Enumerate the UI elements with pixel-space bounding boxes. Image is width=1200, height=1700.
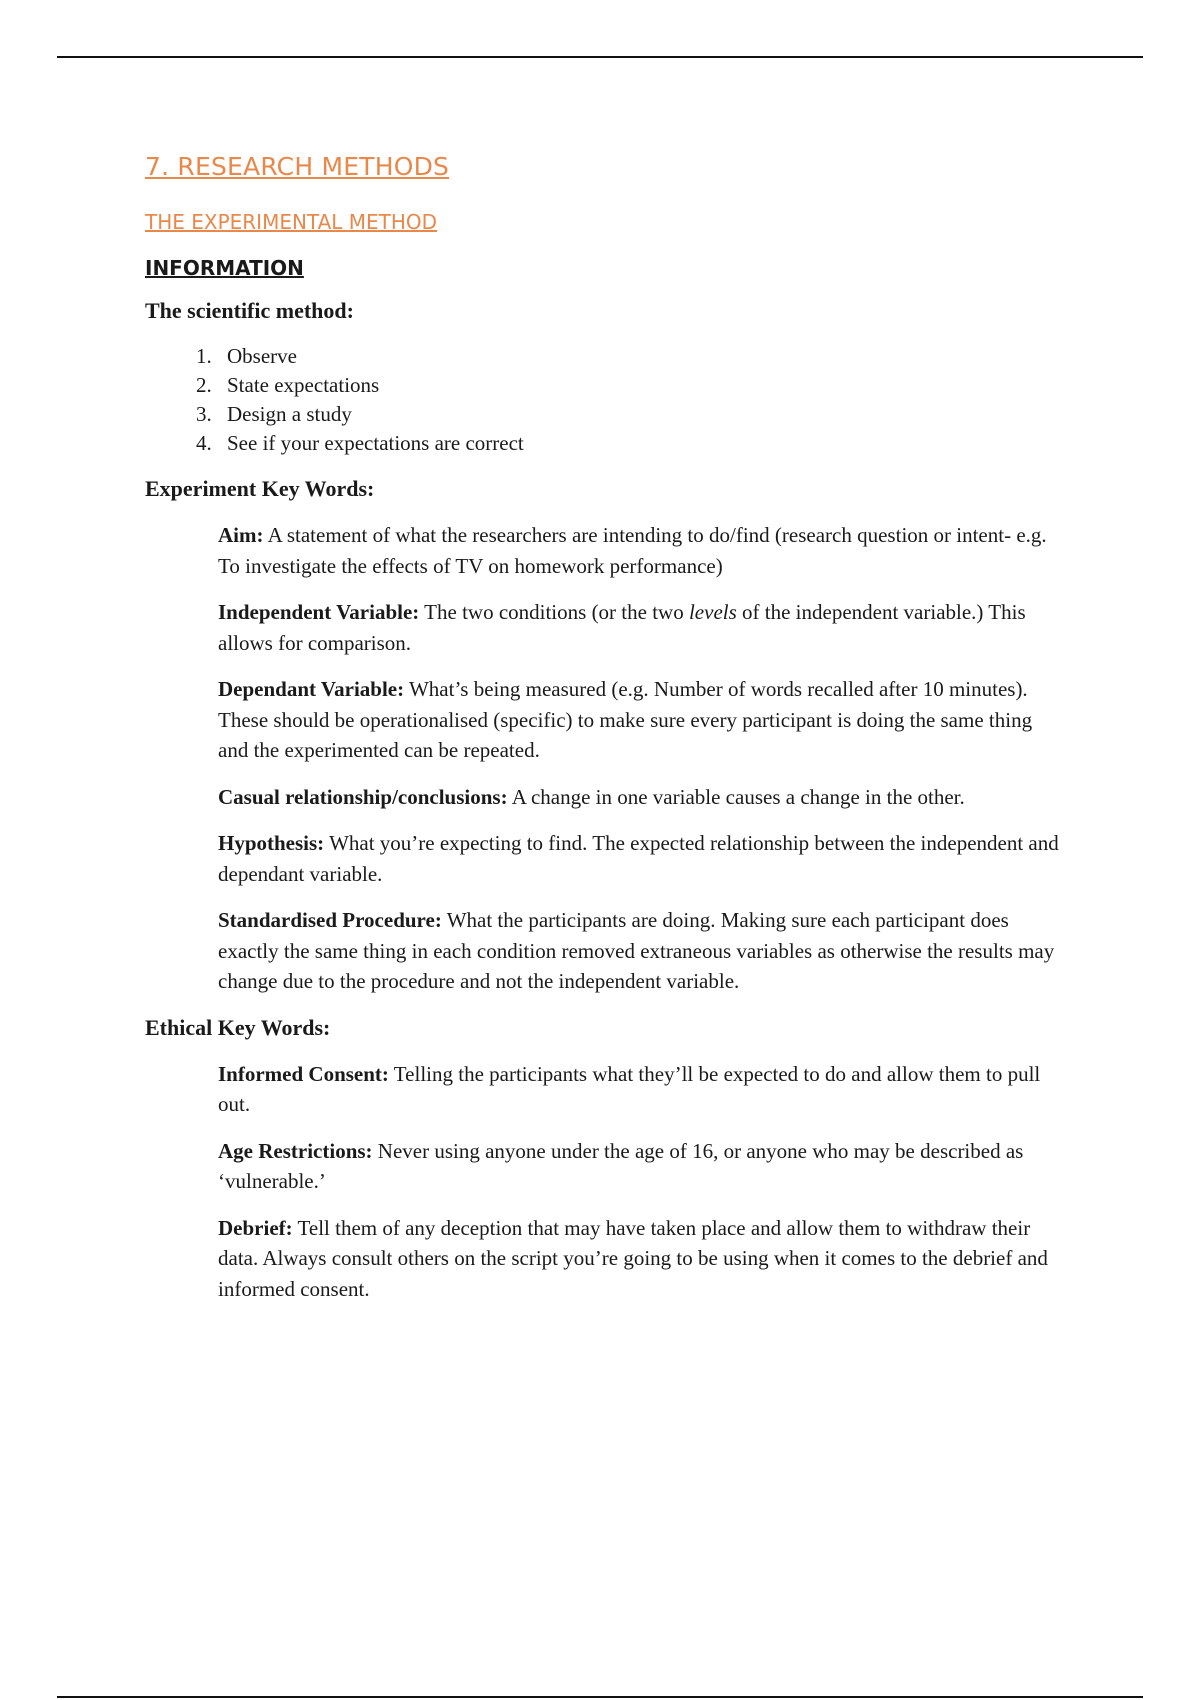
term-definition: A change in one variable causes a change in the other.	[511, 784, 965, 809]
term-definition: of the independent variable.) This allows for comparison.	[218, 600, 1026, 655]
term-definition: Tell them of any deception that may have taken place and allow them to withdraw their data. Always consult others on the script you’re going to be using when it comes to the debrief and informed consent.	[218, 1215, 1048, 1301]
subsection-title: INFORMATION	[145, 256, 304, 280]
term-dependant-variable	[218, 674, 1065, 766]
term-label: Dependant Variable:	[218, 677, 405, 701]
scientific-method-heading: The scientific method:	[145, 298, 354, 323]
term-casual-relationship	[218, 782, 1065, 813]
term-definition: What you’re expecting to find. The expected relationship between the independent and dependant variable.	[218, 831, 1059, 886]
experiment-key-words-heading: Experiment Key Words:	[145, 476, 375, 501]
term-definition-emphasis: levels	[688, 600, 737, 624]
footer-rule	[57, 1696, 1143, 1698]
term-label: Informed Consent:	[218, 1061, 389, 1086]
term-definition: Never using anyone under the age of 16, or anyone who may be described as ‘vulnerable.’	[218, 1138, 1024, 1193]
term-label: Aim:	[218, 523, 264, 547]
section-title: THE EXPERIMENTAL METHOD	[145, 210, 438, 234]
term-definition: Telling the participants what they’ll be expected to do and allow them to pull out.	[218, 1061, 1041, 1116]
term-label: Standardised Procedure:	[218, 908, 442, 932]
term-label: Independent Variable:	[218, 600, 420, 624]
ethical-key-words-heading: Ethical Key Words:	[145, 1014, 331, 1040]
term-aim	[218, 520, 1065, 581]
term-label: Debrief:	[218, 1215, 293, 1240]
list-item: 3. Design a study	[217, 400, 1065, 429]
term-definition: What the participants are doing. Making sure each participant does exactly the same thing in each condition removed extraneous variables as otherwise the results may change due to the procedure and not the independent variable.	[218, 908, 1055, 993]
list-item: 4. See if your expectations are correct	[217, 429, 1065, 458]
header-rule	[57, 56, 1143, 58]
term-definition: What’s being measured (e.g. Number of words recalled after 10 minutes). These should be operationalised (specific) to make sure every participant is doing the same thing and the experimented can be repeated.	[218, 677, 1033, 762]
document-body	[145, 150, 1065, 1320]
term-age-restrictions	[218, 1136, 1065, 1197]
term-informed-consent	[218, 1059, 1065, 1120]
term-independent-variable	[218, 597, 1065, 658]
term-debrief	[218, 1213, 1065, 1305]
list-item: 1. Observe	[217, 342, 1065, 371]
term-label: Age Restrictions:	[218, 1138, 373, 1163]
term-label: Casual relationship/conclusions:	[218, 784, 508, 809]
page-title: 7. RESEARCH METHODS	[145, 152, 450, 181]
term-definition: A statement of what the researchers are intending to do/find (research question or intent- e.g. To investigate the effects of TV on homework performance)	[218, 523, 1047, 578]
term-label: Hypothesis:	[218, 831, 325, 855]
scientific-method-steps	[145, 342, 1065, 458]
list-item: 2. State expectations	[217, 371, 1065, 400]
term-hypothesis	[218, 828, 1065, 889]
term-standardised-procedure	[218, 905, 1065, 997]
term-definition: The two conditions (or the two	[424, 600, 684, 624]
